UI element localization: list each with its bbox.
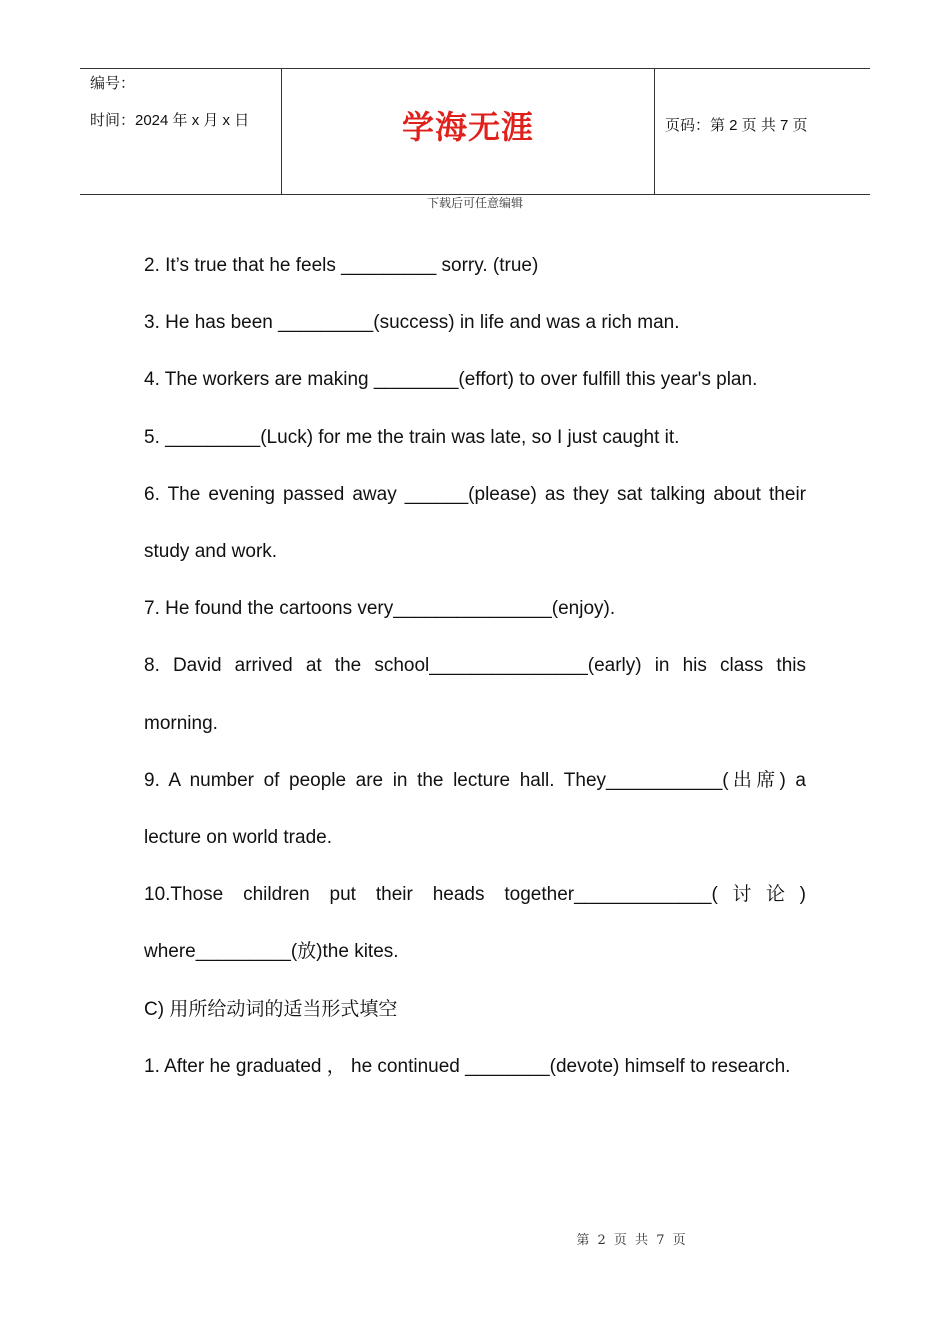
exercise-item: 3. He has been _________(success) in life and was a rich man. [144, 312, 680, 334]
exercise-item: 7. He found the cartoons very_______________(enjoy). [144, 598, 616, 620]
section-c-heading: C) 用所给动词的适当形式填空 [144, 998, 398, 1020]
brand-title: 学海无涯 [401, 108, 534, 146]
exercise-content [144, 237, 806, 1095]
serial-label: 编号： [90, 75, 136, 92]
exercise-item: 4. The workers are making ________(effort) to over fulfill this year's plan. [144, 369, 758, 391]
exercise-item: 9. A number of people are in the lecture hall. They___________(出席) a lecture on world trade. [144, 769, 806, 849]
download-note: 下载后可任意编辑 [426, 196, 523, 210]
time-label: 时间：2024 年 x 月 x 日 [90, 112, 250, 129]
page-info: 页码：第 2 页 共 7 页 [665, 117, 808, 134]
exercise-item: 8. David arrived at the school_______________(early) in his class this morning. [144, 655, 806, 734]
header-brand-cell [282, 69, 655, 194]
exercise-item: 5. _________(Luck) for me the train was late, so I just caught it. [144, 426, 680, 448]
header-meta-cell [80, 69, 282, 194]
exercise-item: 1. After he graduated ， he continued ________(devote) himself to research. [144, 1055, 791, 1077]
exercise-item: 6. The evening passed away ______(please) as they sat talking about their study and work. [144, 483, 806, 563]
exercise-item: 2. It’s true that he feels _________ sorry. (true) [144, 255, 539, 276]
page-footer: 第 2 页 共 7 页 [576, 1233, 686, 1248]
exercise-item: 10.Those children put their heads together_____________(讨论) where_________(放)the kites. [144, 884, 806, 963]
header-page-cell [655, 69, 870, 194]
document-header [80, 68, 870, 195]
